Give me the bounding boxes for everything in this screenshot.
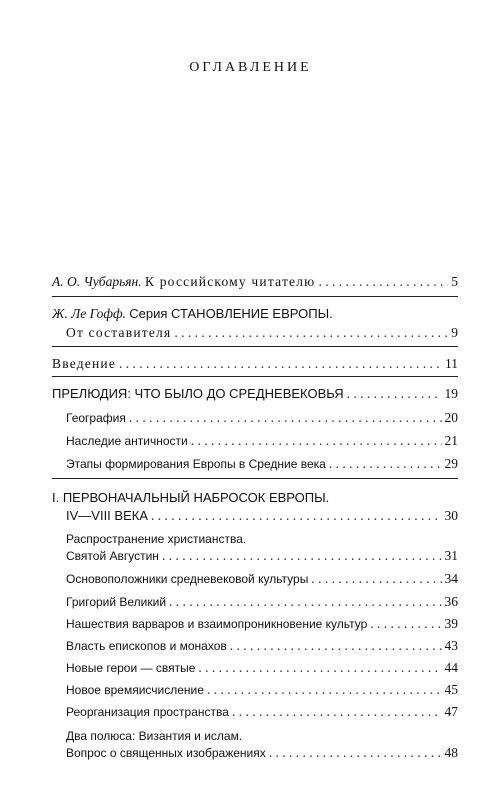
dot-leader xyxy=(191,433,442,449)
toc-page: 11 xyxy=(445,356,458,371)
dot-leader xyxy=(232,704,442,720)
dot-leader xyxy=(347,386,442,402)
dot-leader xyxy=(370,616,441,632)
dot-leader xyxy=(119,356,442,372)
toc-page: 39 xyxy=(444,616,458,631)
toc-entry xyxy=(66,571,458,587)
dot-leader xyxy=(151,508,442,524)
toc-page: 36 xyxy=(444,594,458,609)
toc-page: 29 xyxy=(444,456,458,471)
toc-title: Новые герои — святые xyxy=(66,661,196,675)
dot-leader xyxy=(129,410,442,426)
toc-page: 9 xyxy=(451,325,458,340)
toc-entry-line1: I. ПЕРВОНАЧАЛЬНЫЙ НАБРОСОК ЕВРОПЫ. xyxy=(52,490,330,505)
toc-author: Ж. Ле Гофф. xyxy=(52,306,126,321)
toc-entry xyxy=(66,548,458,564)
toc-title: Вопрос о священных изображениях xyxy=(66,746,266,760)
toc-page: 47 xyxy=(444,704,458,719)
dot-leader xyxy=(318,274,448,290)
toc-title: Наследие античности xyxy=(66,434,188,448)
toc-page: 19 xyxy=(444,386,458,401)
toc-entry xyxy=(66,638,458,654)
toc-entry xyxy=(66,410,458,426)
toc-entry xyxy=(66,508,458,524)
toc-page: 5 xyxy=(451,274,458,289)
toc-title: Серия СТАНОВЛЕНИЕ ЕВРОПЫ. xyxy=(129,306,333,321)
toc-title: Святой Августин xyxy=(66,549,159,563)
toc-entry-line1 xyxy=(52,306,333,322)
toc-entry xyxy=(66,433,458,449)
toc-title: Нашествия варваров и взаимопроникновение культур xyxy=(66,617,368,631)
toc-entry-line1: Распространение христианства. xyxy=(66,532,247,546)
divider xyxy=(52,346,458,347)
toc-title: География xyxy=(66,411,126,425)
toc-page: 30 xyxy=(444,508,458,523)
toc-page: 44 xyxy=(444,660,458,675)
dot-leader xyxy=(174,325,448,341)
dot-leader xyxy=(329,456,442,472)
toc-entry xyxy=(66,745,458,761)
toc-entry xyxy=(52,386,458,402)
dot-leader xyxy=(162,548,442,564)
dot-leader xyxy=(198,660,441,676)
toc-title: Новое времяисчисление xyxy=(66,683,204,697)
toc-page: 48 xyxy=(444,745,458,760)
divider xyxy=(52,376,458,377)
toc-title: Основоположники средневековой культуры xyxy=(66,572,309,586)
toc-title: От составителя xyxy=(66,325,172,340)
toc-entry-line1: Два полюса: Византия и ислам. xyxy=(66,729,243,743)
toc-entry xyxy=(66,325,458,341)
toc-entry xyxy=(52,274,458,290)
toc-page: 43 xyxy=(444,638,458,653)
toc-page: 34 xyxy=(444,571,458,586)
toc-page: 45 xyxy=(444,682,458,697)
toc-title: Этапы формирования Европы в Средние века xyxy=(66,457,326,471)
toc-author: А. О. Чубарьян. xyxy=(52,274,142,289)
toc-title: Введение xyxy=(52,356,117,371)
dot-leader xyxy=(269,745,442,761)
toc-entry xyxy=(66,682,458,698)
toc-title: Григорий Великий xyxy=(66,595,167,609)
divider xyxy=(52,478,458,479)
toc-entry xyxy=(66,616,458,632)
toc-title: Реорганизация пространства xyxy=(66,705,229,719)
dot-leader xyxy=(169,594,441,610)
toc-title: К российскому читателю xyxy=(144,274,316,289)
dot-leader xyxy=(230,638,442,654)
toc-entry xyxy=(66,704,458,720)
page-title: ОГЛАВЛЕНИЕ xyxy=(189,60,312,75)
toc-entry xyxy=(66,594,458,610)
dot-leader xyxy=(207,682,442,698)
toc-entry xyxy=(66,660,458,676)
toc-entry xyxy=(66,456,458,472)
divider xyxy=(52,296,458,297)
toc-title: Власть епископов и монахов xyxy=(66,639,227,653)
toc-page: 20 xyxy=(444,410,458,425)
toc-title: IV—VIII ВЕКА xyxy=(66,508,148,523)
toc-page: 31 xyxy=(444,548,458,563)
dot-leader xyxy=(311,571,441,587)
toc-entry xyxy=(52,356,458,372)
toc-page: 21 xyxy=(444,433,458,448)
toc-title: ПРЕЛЮДИЯ: ЧТО БЫЛО ДО СРЕДНЕВЕКОВЬЯ xyxy=(52,386,344,401)
